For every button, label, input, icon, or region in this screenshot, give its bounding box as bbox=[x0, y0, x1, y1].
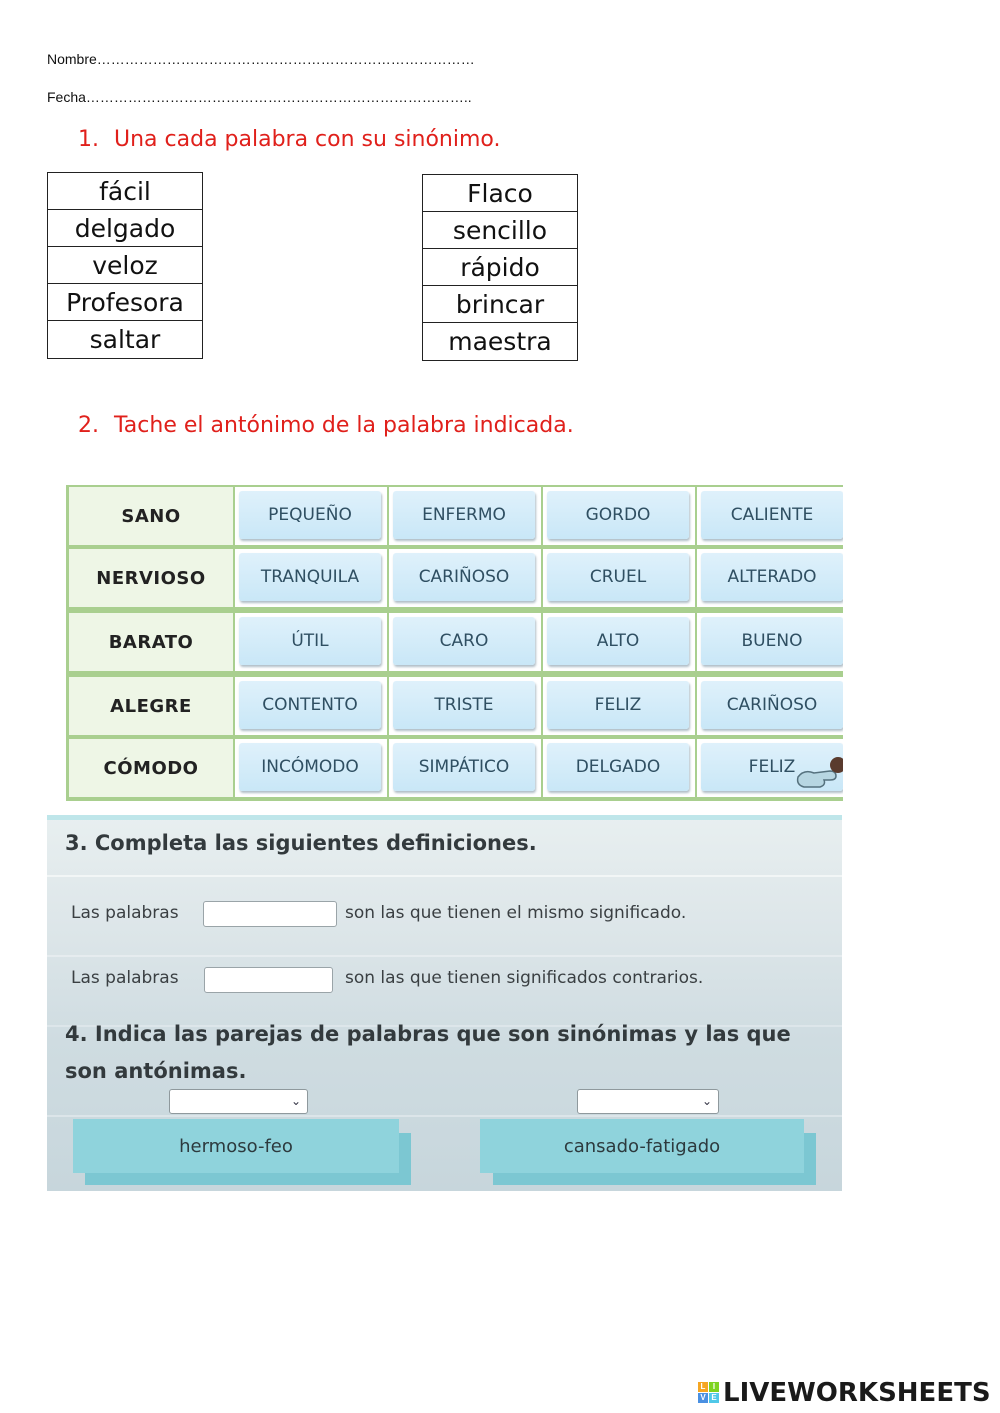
antonym-answer-input[interactable] bbox=[204, 967, 333, 993]
chevron-down-icon: ⌄ bbox=[290, 1094, 301, 1108]
grid-row bbox=[66, 675, 843, 735]
option-button[interactable]: DELGADO bbox=[547, 743, 689, 791]
grid-key-word: ALEGRE bbox=[69, 677, 233, 735]
ex3-line2-suffix: son las que tienen significados contrarios. bbox=[345, 968, 704, 988]
grid-key-word: CÓMODO bbox=[69, 739, 233, 797]
option-button[interactable]: ALTERADO bbox=[701, 553, 843, 601]
pair-card-hermoso-feo: hermoso-feo bbox=[73, 1119, 399, 1173]
left-word[interactable]: delgado bbox=[48, 210, 202, 247]
option-button[interactable]: ALTO bbox=[547, 617, 689, 665]
option-button[interactable]: SIMPÁTICO bbox=[393, 743, 535, 791]
ex3-line1-prefix: Las palabras bbox=[71, 903, 179, 923]
logo-text: LIVEWORKSHEETS bbox=[723, 1378, 991, 1408]
grid-row bbox=[66, 611, 843, 671]
ex3-line2-prefix: Las palabras bbox=[71, 968, 179, 988]
option-button[interactable]: TRANQUILA bbox=[239, 553, 381, 601]
ex3-line1-suffix: son las que tienen el mismo significado. bbox=[345, 903, 687, 923]
pair-card-cansado-fatigado: cansado-fatigado bbox=[480, 1119, 804, 1173]
name-line: Nombre……………………………………………………………………… bbox=[47, 51, 475, 67]
option-button[interactable]: INCÓMODO bbox=[239, 743, 381, 791]
ex2-title: Tache el antónimo de la palabra indicada. bbox=[114, 413, 574, 438]
option-button[interactable]: CARO bbox=[393, 617, 535, 665]
option-button[interactable]: CARIÑOSO bbox=[393, 553, 535, 601]
right-word[interactable]: maestra bbox=[448, 327, 552, 356]
pair1-dropdown[interactable] bbox=[169, 1089, 308, 1114]
logo-mark-icon: L I V E bbox=[698, 1382, 720, 1404]
antonym-grid bbox=[66, 485, 843, 801]
left-word[interactable]: saltar bbox=[89, 325, 161, 354]
right-word[interactable]: Flaco bbox=[423, 175, 577, 212]
option-button[interactable]: BUENO bbox=[701, 617, 843, 665]
right-word[interactable]: sencillo bbox=[423, 212, 577, 249]
right-word[interactable]: rápido bbox=[423, 249, 577, 286]
synonym-answer-input[interactable] bbox=[203, 901, 337, 927]
option-button[interactable]: CONTENTO bbox=[239, 681, 381, 729]
left-word[interactable]: Profesora bbox=[48, 284, 202, 321]
grid-key-word: SANO bbox=[69, 487, 233, 545]
option-button[interactable]: PEQUEÑO bbox=[239, 491, 381, 539]
option-button[interactable]: TRISTE bbox=[393, 681, 535, 729]
ex2-heading bbox=[78, 413, 574, 438]
liveworksheets-logo bbox=[698, 1378, 991, 1408]
option-button[interactable]: CALIENTE bbox=[701, 491, 843, 539]
ex4-title-line2: son antónimas. bbox=[65, 1059, 247, 1083]
ex1-heading bbox=[78, 127, 500, 152]
option-button[interactable]: ENFERMO bbox=[393, 491, 535, 539]
ex1-title: Una cada palabra con su sinónimo. bbox=[114, 127, 501, 152]
option-button[interactable]: CARIÑOSO bbox=[701, 681, 843, 729]
ex1-number: 1. bbox=[78, 127, 99, 152]
definitions-panel bbox=[47, 815, 842, 1191]
grid-key-word: NERVIOSO bbox=[69, 549, 233, 607]
grid-row bbox=[66, 737, 843, 797]
pointing-hand-icon bbox=[790, 747, 843, 801]
ex1-left-table bbox=[47, 172, 203, 359]
pair2-dropdown[interactable] bbox=[577, 1089, 719, 1114]
option-button[interactable]: GORDO bbox=[547, 491, 689, 539]
option-button[interactable]: FELIZ bbox=[701, 743, 843, 791]
ex2-number: 2. bbox=[78, 413, 99, 438]
grid-row bbox=[66, 485, 843, 545]
right-word[interactable]: brincar bbox=[423, 286, 577, 323]
option-button[interactable]: ÚTIL bbox=[239, 617, 381, 665]
left-word[interactable]: veloz bbox=[48, 247, 202, 284]
ex3-title: 3. Completa las siguientes definiciones. bbox=[65, 831, 537, 855]
ex4-title-line1: 4. Indica las parejas de palabras que son sinónimas y las que bbox=[65, 1022, 791, 1046]
left-word[interactable]: fácil bbox=[48, 173, 202, 210]
grid-key-word: BARATO bbox=[69, 613, 233, 671]
option-button[interactable]: CRUEL bbox=[547, 553, 689, 601]
ex1-right-table bbox=[422, 174, 578, 361]
option-button[interactable]: FELIZ bbox=[547, 681, 689, 729]
grid-row bbox=[66, 547, 843, 607]
chevron-down-icon: ⌄ bbox=[701, 1094, 712, 1108]
date-line: Fecha……………………………………………………………………….. bbox=[47, 89, 472, 105]
